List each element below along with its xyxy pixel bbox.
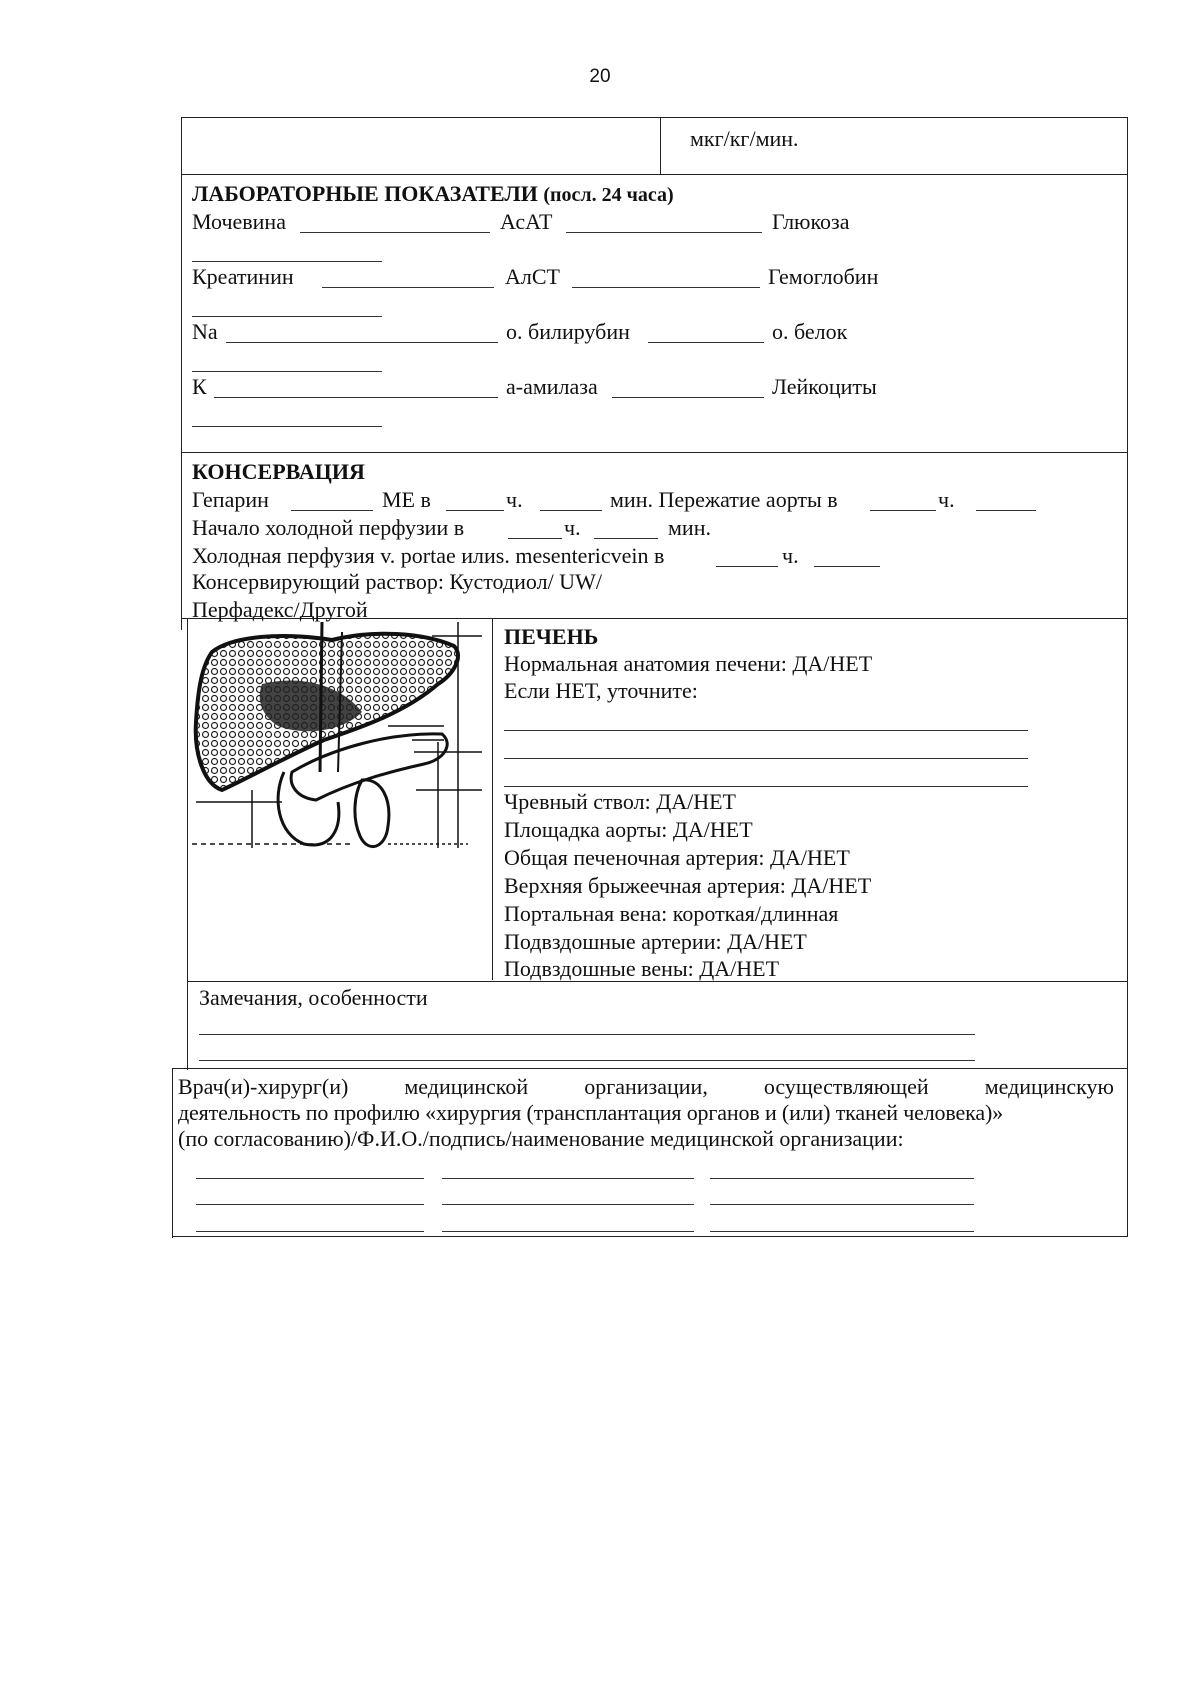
bilirubin-label: о. билирубин <box>506 319 630 344</box>
surgeons-word: осуществляющей <box>763 1074 929 1099</box>
surgeons-word: медицинскую <box>984 1074 1114 1099</box>
surgeons-word: организации, <box>584 1074 708 1099</box>
clamp-hour-field <box>870 510 936 511</box>
solution-line-1: Консервирующий раствор: Кустодиол/ UW/ <box>192 569 602 594</box>
table-bottom-border <box>172 1236 1128 1237</box>
remarks-line-1 <box>199 1034 975 1035</box>
conservation-title: КОНСЕРВАЦИЯ <box>192 459 365 484</box>
row-divider-5 <box>172 1068 1128 1069</box>
remarks-line-2 <box>199 1060 975 1061</box>
top-row-divider <box>660 117 661 174</box>
creatinine-field <box>322 287 494 288</box>
signature-field-2b <box>442 1204 694 1205</box>
normal-anatomy: Нормальная анатомия печени: ДА/НЕТ <box>504 651 873 676</box>
k-label: К <box>192 374 207 399</box>
amylase-label: а-амилаза <box>506 374 598 399</box>
surgeons-line-1 <box>178 1074 1114 1100</box>
signature-field-3a <box>196 1231 424 1232</box>
ast-field <box>566 232 762 233</box>
cold-start-min-field <box>594 538 658 539</box>
leukocytes-label: Лейкоциты <box>772 374 877 399</box>
signature-field-1b <box>442 1178 694 1179</box>
remarks-left-border <box>187 981 188 1070</box>
table-right-border-top <box>1127 117 1128 1237</box>
specify-field-1 <box>504 730 1028 731</box>
signature-field-3b <box>442 1231 694 1232</box>
lab-title-suffix: (посл. 24 часа) <box>543 184 674 206</box>
min-label-2: мин. <box>668 515 711 540</box>
heparin-hour-field <box>446 510 504 511</box>
cold-start-hour-field <box>508 538 562 539</box>
common-hepatic-artery: Общая печеночная артерия: ДА/НЕТ <box>504 845 850 870</box>
leukocytes-field <box>192 426 382 427</box>
cold-perfusion-min-field <box>814 566 880 567</box>
page-number: 20 <box>589 66 611 87</box>
table-top-border <box>181 117 1128 118</box>
heparin-dose-field <box>291 510 373 511</box>
ast-label: АсАТ <box>500 209 553 234</box>
signature-field-3c <box>710 1231 974 1232</box>
vessel-line <box>320 622 322 772</box>
duodenum-shape <box>278 772 339 845</box>
bilirubin-field <box>648 342 764 343</box>
celiac-trunk: Чревный ствол: ДА/НЕТ <box>504 789 736 814</box>
clamp-min-field <box>976 510 1036 511</box>
urea-label: Мочевина <box>192 209 286 234</box>
superior-mesenteric-artery: Верхняя брыжеечная артерия: ДА/НЕТ <box>504 873 872 898</box>
specify-field-2 <box>504 758 1028 759</box>
surgeons-word: Врач(и)-хирург(и) <box>178 1074 349 1099</box>
lab-title: ЛАБОРАТОРНЫЕ ПОКАЗАТЕЛИ <box>192 181 538 206</box>
alt-label: АлСТ <box>505 264 560 289</box>
specify-field-3 <box>504 786 1028 787</box>
cold-start-label: Начало холодной перфузии в <box>192 515 465 540</box>
signature-field-2a <box>196 1204 424 1205</box>
solution-line-2: Перфадекс/Другой <box>192 597 368 622</box>
na-label: Na <box>192 319 218 344</box>
liver-column-divider <box>492 618 493 980</box>
liver-title: ПЕЧЕНЬ <box>504 624 599 649</box>
if-no-specify: Если НЕТ, уточните: <box>504 678 698 703</box>
row-divider-2 <box>181 452 1128 453</box>
urea-field <box>300 232 490 233</box>
heparin-label: Гепарин <box>192 487 269 512</box>
portal-vein: Портальная вена: короткая/длинная <box>504 901 839 926</box>
remarks-label: Замечания, особенности <box>199 985 428 1010</box>
protein-label: о. белок <box>772 319 848 344</box>
iliac-veins: Подвздошные вены: ДА/НЕТ <box>504 956 780 981</box>
liver-left-border <box>187 618 188 983</box>
row-divider-1 <box>181 174 1128 175</box>
amylase-field <box>612 397 764 398</box>
heparin-min-field <box>540 510 602 511</box>
table-left-border-top <box>181 117 182 630</box>
clamp-label: мин. Пережатие аорты в <box>610 487 838 512</box>
hemoglobin-field <box>192 316 382 317</box>
dose-unit: мкг/кг/мин. <box>690 126 799 151</box>
hemoglobin-label: Гемоглобин <box>768 264 879 289</box>
alt-field <box>572 287 760 288</box>
signature-field-1c <box>710 1178 974 1179</box>
lab-section-title <box>192 181 674 208</box>
signature-field-1a <box>196 1178 424 1179</box>
me-v-label: МЕ в <box>382 487 431 512</box>
protein-field <box>192 371 382 372</box>
surgeons-line-2: деятельность по профилю «хирургия (трансплантация органов и (или) тканей человека)» <box>178 1100 1003 1125</box>
k-field <box>214 397 498 398</box>
surgeons-line-3: (по согласованию)/Ф.И.О./подпись/наименование медицинской организации: <box>178 1126 904 1151</box>
na-field <box>226 342 498 343</box>
gallbladder-shape <box>355 780 389 847</box>
hour-label-3: ч. <box>564 515 581 540</box>
creatinine-label: Креатинин <box>192 264 294 289</box>
iliac-arteries: Подвздошные артерии: ДА/НЕТ <box>504 929 807 954</box>
hour-label-2: ч. <box>938 487 955 512</box>
hour-label-1: ч. <box>506 487 523 512</box>
signature-field-2c <box>710 1204 974 1205</box>
cold-perfusion-label: Холодная перфузия v. portae илиs. mesentericvein в <box>192 543 665 568</box>
surgeons-left-border <box>172 1068 173 1238</box>
surgeons-word: медицинской <box>404 1074 529 1099</box>
glucose-label: Глюкоза <box>772 209 850 234</box>
glucose-field <box>192 261 382 262</box>
hour-label-4: ч. <box>782 543 799 568</box>
liver-anatomy-diagram <box>192 622 482 867</box>
cold-perfusion-hour-field <box>716 566 778 567</box>
aortic-patch: Площадка аорты: ДА/НЕТ <box>504 817 753 842</box>
